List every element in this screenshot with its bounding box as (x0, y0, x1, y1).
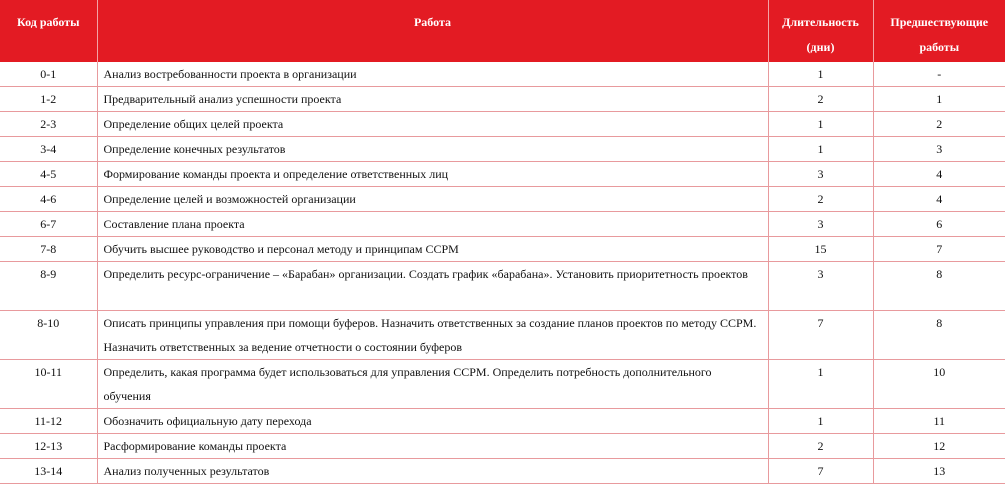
cell-work: Предварительный анализ успешности проекта (97, 87, 768, 112)
cell-code: 4-5 (0, 162, 97, 187)
cell-predecessors: 8 (873, 311, 1005, 360)
cell-work: Анализ востребованности проекта в организации (97, 62, 768, 87)
table-row (0, 262, 1005, 311)
header-code: Код работы (0, 0, 97, 62)
cell-code: 7-8 (0, 237, 97, 262)
table-row (0, 162, 1005, 187)
cell-predecessors: 13 (873, 459, 1005, 484)
cell-code: 10-11 (0, 360, 97, 409)
cell-work: Определение целей и возможностей организации (97, 187, 768, 212)
cell-work: Определение общих целей проекта (97, 112, 768, 137)
cell-code: 11-12 (0, 409, 97, 434)
cell-code: 6-7 (0, 212, 97, 237)
cell-work: Определить, какая программа будет использоваться для управления CCPM. Определить потребность дополнительного обучения (97, 360, 768, 409)
header-work: Работа (97, 0, 768, 62)
cell-duration: 2 (768, 434, 873, 459)
cell-work: Определить ресурс-ограничение – «Барабан» организации. Создать график «барабана». Установить приоритетность проектов (97, 262, 768, 311)
cell-duration: 7 (768, 311, 873, 360)
cell-duration: 1 (768, 137, 873, 162)
cell-duration: 1 (768, 112, 873, 137)
cell-duration: 2 (768, 87, 873, 112)
cell-duration: 2 (768, 187, 873, 212)
table-row (0, 87, 1005, 112)
cell-predecessors: 8 (873, 262, 1005, 311)
cell-code: 0-1 (0, 62, 97, 87)
cell-duration: 3 (768, 212, 873, 237)
cell-duration: 15 (768, 237, 873, 262)
cell-duration: 1 (768, 409, 873, 434)
cell-predecessors: 10 (873, 360, 1005, 409)
table-row (0, 237, 1005, 262)
table-row (0, 434, 1005, 459)
cell-predecessors: 11 (873, 409, 1005, 434)
cell-code: 1-2 (0, 87, 97, 112)
header-duration: Длительность (дни) (768, 0, 873, 62)
cell-predecessors: 6 (873, 212, 1005, 237)
cell-code: 3-4 (0, 137, 97, 162)
cell-predecessors: 1 (873, 87, 1005, 112)
cell-work: Анализ полученных результатов (97, 459, 768, 484)
cell-code: 8-9 (0, 262, 97, 311)
cell-work: Расформирование команды проекта (97, 434, 768, 459)
cell-duration: 1 (768, 62, 873, 87)
cell-work: Формирование команды проекта и определение ответственных лиц (97, 162, 768, 187)
cell-work: Определение конечных результатов (97, 137, 768, 162)
cell-predecessors: 12 (873, 434, 1005, 459)
cell-code: 2-3 (0, 112, 97, 137)
table-header (0, 0, 1005, 62)
table-row (0, 137, 1005, 162)
table-row (0, 62, 1005, 87)
cell-duration: 1 (768, 360, 873, 409)
cell-work: Обучить высшее руководство и персонал методу и принципам CCPM (97, 237, 768, 262)
cell-code: 8-10 (0, 311, 97, 360)
table-row (0, 409, 1005, 434)
table-row (0, 112, 1005, 137)
cell-work: Обозначить официальную дату перехода (97, 409, 768, 434)
table-row (0, 360, 1005, 409)
table-row (0, 212, 1005, 237)
cell-duration: 3 (768, 262, 873, 311)
cell-predecessors: 7 (873, 237, 1005, 262)
cell-predecessors: 4 (873, 162, 1005, 187)
cell-code: 13-14 (0, 459, 97, 484)
table-row (0, 459, 1005, 484)
cell-predecessors: - (873, 62, 1005, 87)
cell-predecessors: 2 (873, 112, 1005, 137)
cell-code: 12-13 (0, 434, 97, 459)
cell-work: Составление плана проекта (97, 212, 768, 237)
cell-duration: 7 (768, 459, 873, 484)
cell-work: Описать принципы управления при помощи буферов. Назначить ответственных за создание планов проектов по методу CCPM. Назначить ответственных за ведение отчетности о состоянии буферов (97, 311, 768, 360)
table-body (0, 62, 1005, 484)
table-row (0, 311, 1005, 360)
table-row (0, 187, 1005, 212)
cell-predecessors: 3 (873, 137, 1005, 162)
cell-duration: 3 (768, 162, 873, 187)
cell-predecessors: 4 (873, 187, 1005, 212)
header-predecessors: Предшествующие работы (873, 0, 1005, 62)
cell-code: 4-6 (0, 187, 97, 212)
